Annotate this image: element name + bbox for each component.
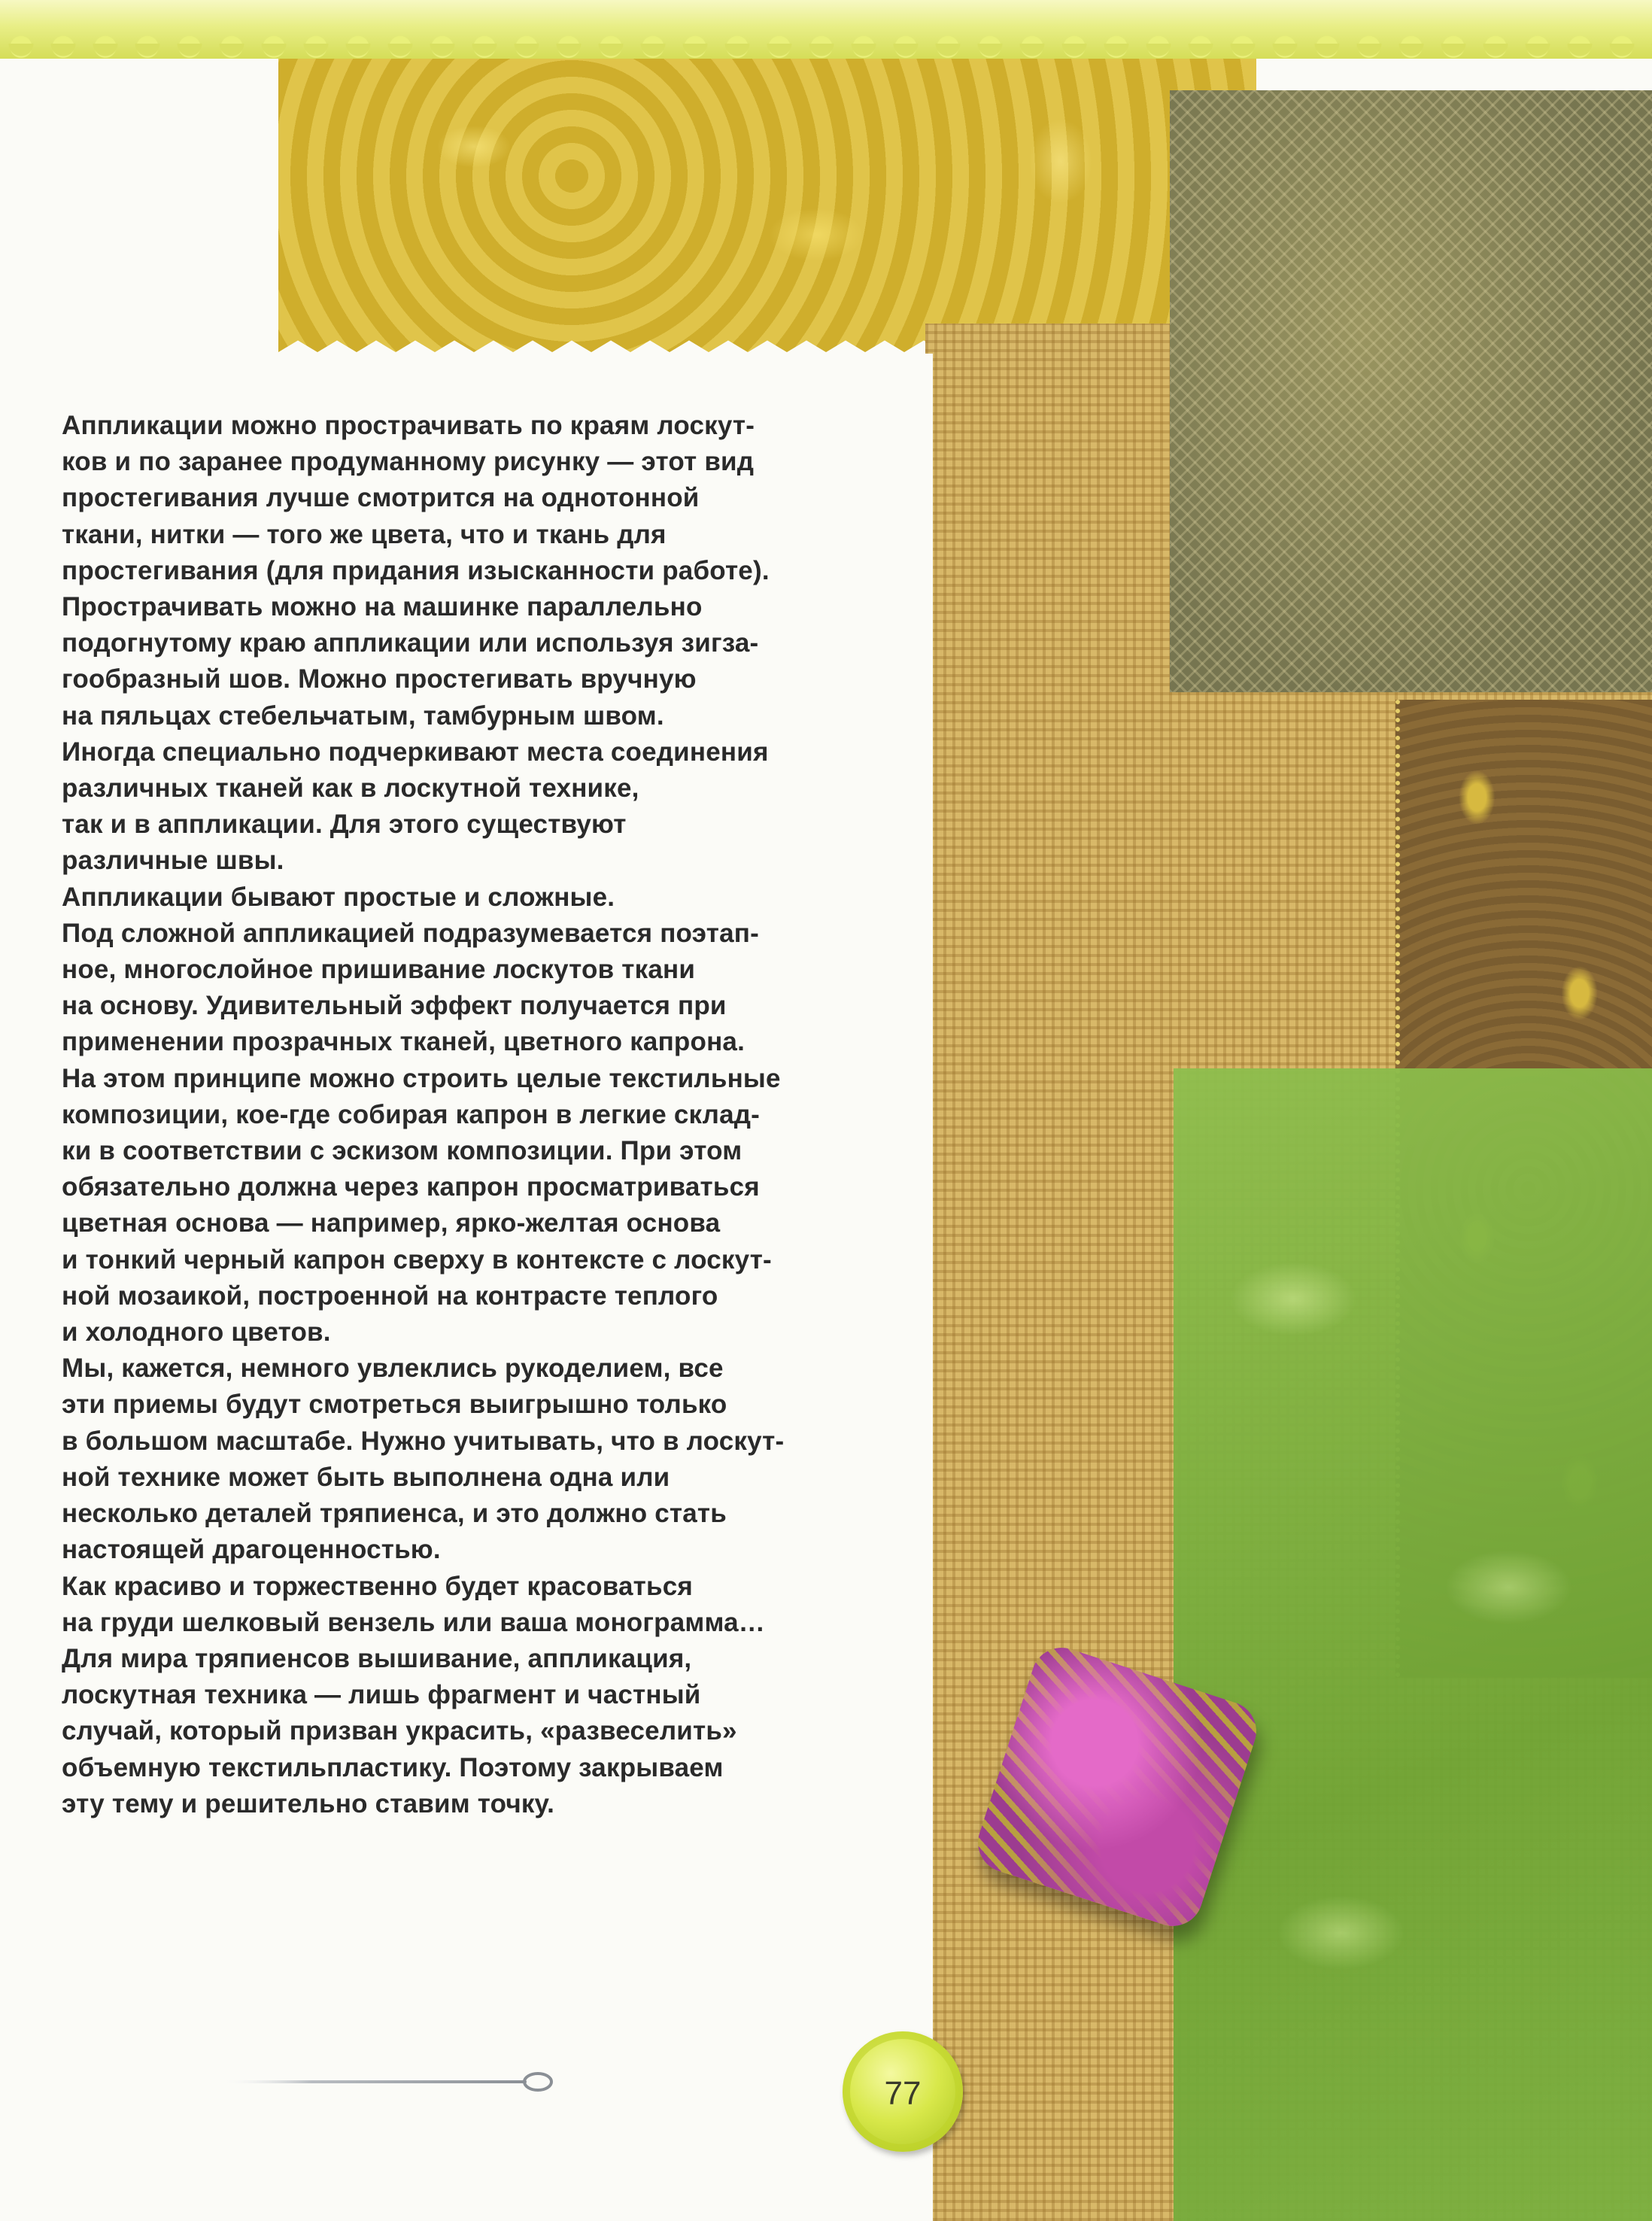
- article-line: На этом принципе можно строить целые текстильные: [62, 1063, 781, 1093]
- article-body: [62, 408, 904, 1822]
- article-line: обязательно должна через капрон просматриваться: [62, 1172, 760, 1202]
- article-line: объемную текстильпластику. Поэтому закрываем: [62, 1752, 724, 1782]
- article-line: настоящей драгоценностью.: [62, 1535, 441, 1565]
- yellow-brocade-fabric: [278, 59, 1256, 352]
- article-line: Под сложной аппликацией подразумевается поэтап-: [62, 918, 759, 948]
- lace-fabric: [1170, 90, 1652, 692]
- article-line: ной технике может быть выполнена одна или: [62, 1462, 670, 1492]
- article-line: различные швы.: [62, 846, 284, 876]
- article-line: на груди шелковый вензель или ваша монограмма…: [62, 1607, 765, 1637]
- article-line: эти приемы будут смотреться выигрышно только: [62, 1390, 727, 1420]
- article-line: ткани, нитки — того же цвета, что и ткань для: [62, 519, 667, 549]
- article-line: Аппликации бывают простые и сложные.: [62, 882, 615, 912]
- article-line: цветная основа — например, ярко-желтая основа: [62, 1208, 721, 1238]
- article-line: Прострачивать можно на машинке параллельно: [62, 592, 703, 622]
- article-line: эту тему и решительно ставим точку.: [62, 1788, 555, 1818]
- article-line: простегивания лучше смотрится на однотонной: [62, 483, 700, 513]
- article-line: на пяльцах стебельчатым, тамбурным швом.: [62, 700, 664, 731]
- article-line: применении прозрачных тканей, цветного капрона.: [62, 1027, 746, 1057]
- article-line: Как красиво и торжественно будет красоваться: [62, 1571, 693, 1601]
- article-line: так и в аппликации. Для этого существуют: [62, 810, 627, 840]
- article-line: ки в соответствии с эскизом композиции. При этом: [62, 1136, 742, 1166]
- article-line: ной мозаикой, построенной на контрасте теплого: [62, 1281, 718, 1311]
- article-line: на основу. Удивительный эффект получается при: [62, 991, 727, 1021]
- page-number: 77: [884, 2075, 922, 2112]
- article-line: Иногда специально подчеркивают места соединения: [62, 737, 769, 767]
- article-line: случай, который призван украсить, «развеселить»: [62, 1716, 737, 1746]
- page-number-badge: [843, 2031, 963, 2152]
- green-organza-fabric: [1174, 1068, 1652, 2221]
- article-line: Мы, кажется, немного увлеклись рукоделием, все: [62, 1354, 724, 1384]
- article-line: лоскутная техника — лишь фрагмент и частный: [62, 1680, 701, 1710]
- article-line: и холодного цветов.: [62, 1317, 331, 1347]
- article-line: ков и по заранее продуманному рисунку — этот вид: [62, 447, 755, 477]
- article-line: в большом масштабе. Нужно учитывать, что в лоскут-: [62, 1426, 785, 1456]
- article-line: подогнутому краю аппликации или используя зигза-: [62, 628, 759, 658]
- article-line: несколько деталей тряпиенса, и это должно стать: [62, 1499, 727, 1529]
- sewing-pin-icon: [218, 2071, 557, 2093]
- article-line: Для мира тряпиенсов вышивание, аппликация,: [62, 1643, 692, 1673]
- article-line: ное, многослойное пришивание лоскутов ткани: [62, 955, 696, 985]
- article-line: гообразный шов. Можно простегивать вручную: [62, 664, 697, 694]
- article-line: и тонкий черный капрон сверху в контексте с лоскут-: [62, 1244, 772, 1275]
- article-line: Аппликации можно прострачивать по краям лоскут-: [62, 411, 755, 440]
- article-line: простегивания (для придания изысканности работе).: [62, 555, 770, 585]
- article-line: композиции, кое-где собирая капрон в легкие склад-: [62, 1099, 761, 1129]
- article-line: различных тканей как в лоскутной технике,: [62, 773, 639, 804]
